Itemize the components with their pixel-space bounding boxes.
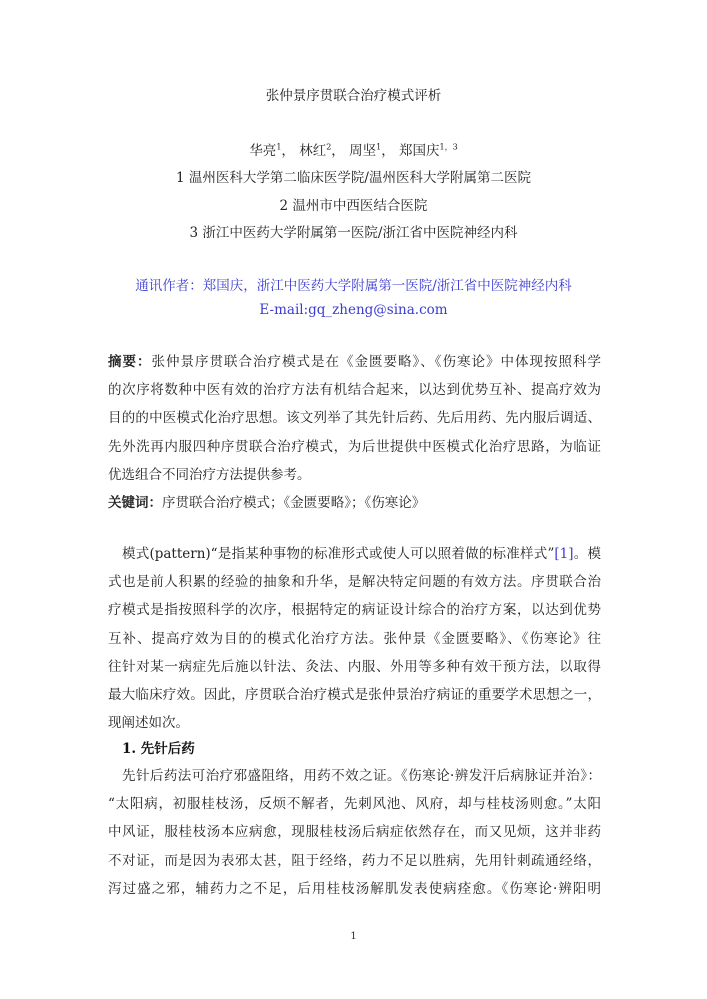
author-name: 华亮 [249,143,277,159]
author-name: 周坚 [349,143,377,159]
corresponding-author: 通讯作者：郑国庆，浙江中医药大学附属第一医院/浙江省中医院神经内科 [135,278,572,294]
author-separator: ， [281,143,295,159]
keywords-text: 序贯联合治疗模式；《金匮要略》；《伤寒论》 [162,495,426,512]
intro-line: 往针对某一病症先后施以针法、灸法、内服、外用等多种有效干预方法，以取得 [108,658,601,675]
section-line: 中风证，服桂枝汤本应病愈，现服桂枝汤后病症依然存在，而又见烦，这并非药 [108,824,601,841]
section-line: 不对证，而是因为表邪太甚，阻于经络，药力不足以胜病，先用针刺疏通经络， [108,852,601,869]
section-line: 先针后药法可治疗邪盛阻络，用药不效之证。《伤寒论·辨发汗后病脉证并治》： [122,768,601,784]
author-affiliation-mark: 1 [276,142,282,152]
author-affiliation-mark: 1，3 [439,142,458,152]
author-name: 林红 [299,143,327,159]
page-number: 1 [350,931,357,942]
abstract-line: 先外洗再内服四种序贯联合治疗模式，为后世提供中医模式化治疗思路，为临证 [108,438,601,455]
paper-title: 张仲景序贯联合治疗模式评析 [265,88,442,104]
abstract-line: 目的的中医模式化治疗思想。该文列举了其先针后药、先后用药、先内服后调适、 [108,410,601,427]
section1-paragraph [108,762,601,903]
section-line: “太阳病，初服桂枝汤，反烦不解者，先刺风池、风府，却与桂枝汤则愈。”太阳 [108,796,601,813]
author-affiliation-mark: 1 [376,142,382,152]
author-separator: ， [381,143,395,159]
affiliation-1: 1 温州医科大学第二临床医学院/温州医科大学附属第二医院 [176,170,531,186]
keywords-line [108,489,601,517]
intro-line: 模式(pattern)“是指某种事物的标准形式或使人可以照着做的标准样式”[1]。模 [122,546,601,562]
intro-line: 现阐述如次。 [108,715,189,732]
abstract-line: 摘要：张仲景序贯联合治疗模式是在《金匮要略》、《伤寒论》中体现按照科学 [108,354,601,370]
affiliation-3: 3 浙江中医药大学附属第一医院/浙江省中医院神经内科 [189,225,518,241]
author-name: 郑国庆 [398,143,440,159]
author-affiliation-mark: 2 [326,142,332,152]
section-heading: 1. 先针后药 [122,741,195,757]
abstract [108,348,601,517]
abstract-line: 的次序将数种中医有效的治疗方法有机结合起来，以达到优势互补、提高疗效为 [108,382,601,399]
author-line [0,139,707,159]
intro-line: 式也是前人积累的经验的抽象和升华，是解决特定问题的有效方法。序贯联合治 [108,574,601,591]
author-separator: ， [331,143,345,159]
citation-link[interactable]: [1] [554,546,574,562]
intro-line: 最大临床疗效。因此，序贯联合治疗模式是张仲景治疗病证的重要学术思想之一， [108,687,601,704]
affiliation-2: 2 温州市中西医结合医院 [279,198,428,214]
abstract-line: 优选组合不同治疗方法提供参考。 [108,466,311,483]
keywords-label: 关键词： [108,495,162,512]
intro-line: 疗模式是指按照科学的次序，根据特定的病证设计综合的治疗方案，以达到优势 [108,602,601,619]
abstract-label: 摘要： [108,354,152,370]
section-line: 泻过盛之邪，辅药力之不足，后用桂枝汤解肌发表使病痊愈。《伤寒论·辨阳明 [108,880,601,897]
intro-paragraph [108,540,601,737]
intro-line: 互补、提高疗效为目的的模式化治疗方法。张仲景《金匮要略》、《伤寒论》往 [108,630,601,647]
author-email[interactable]: E-mail:gq_zheng@sina.com [259,302,448,318]
